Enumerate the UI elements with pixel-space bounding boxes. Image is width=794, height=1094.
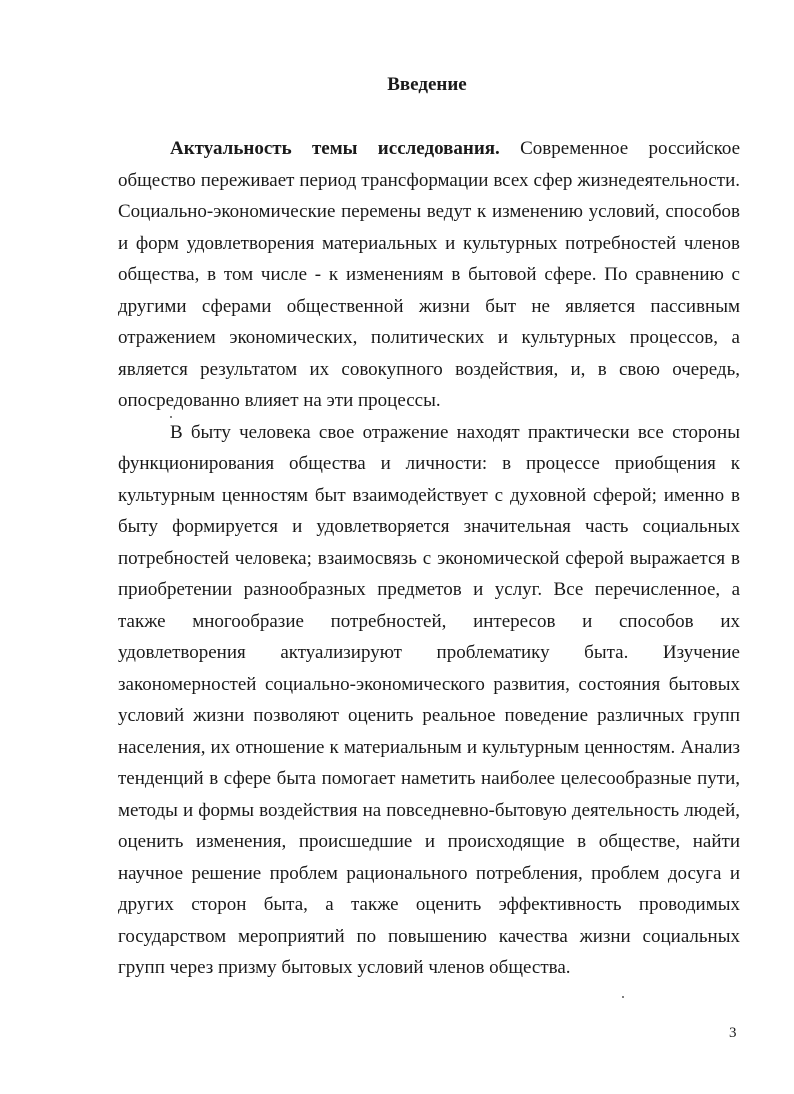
page-number: 3	[729, 1025, 737, 1041]
paragraph-text: Современное российское общество переживает период трансформации всех сфер жизнедеятельности. Социально-экономические перемены ведут к изменению условий, способов и форм удовлетворения материальных и культурных потребностей членов общества, в том числе - к изменениям в бытовой сфере. По сравнению с другими сферами общественной жизни быт не является пассивным отражением экономических, политических и культурных процессов, а является результатом их совокупного воздействия, и, в свою очередь, опосредованно влияет на эти процессы.	[118, 138, 741, 411]
page-title: Введение	[387, 74, 467, 95]
paragraph-lead: Актуальность темы исследования.	[170, 138, 500, 159]
scan-speck	[170, 416, 172, 418]
paragraph-daily-life: В быту человека свое отражение находят практически все стороны функционирования общества и личности: в процессе приобщения к культурным ценностям быт взаимодействует с духовной сферой; именно в быту формируется и удовлетворяется значительная часть социальных потребностей человека; взаимосвязь с экономической сферой выражается в приобретении разнообразных предметов и услуг. Все перечисленное, а также многообразие потребностей, интересов и способов их удовлетворения актуализируют проблематику быта. Изучение закономерностей социально-экономического развития, состояния бытовых условий жизни позволяют оценить реальное поведение различных групп населения, их отношение к материальным и культурным ценностям. Анализ тенденций в сфере быта помогает наметить наиболее целесообразные пути, методы и формы воздействия на повседневно-бытовую деятельность людей, оценить изменения, происшедшие и происходящие в обществе, найти научное решение проблем рационального потребления, проблем досуга и других сторон быта, а также оценить эффективность проводимых государством мероприятий по повышению качества жизни социальных групп через призму бытовых условий членов общества.	[118, 421, 740, 978]
paragraph-relevance	[118, 133, 740, 417]
scan-speck	[622, 996, 624, 998]
body-text	[118, 133, 740, 984]
